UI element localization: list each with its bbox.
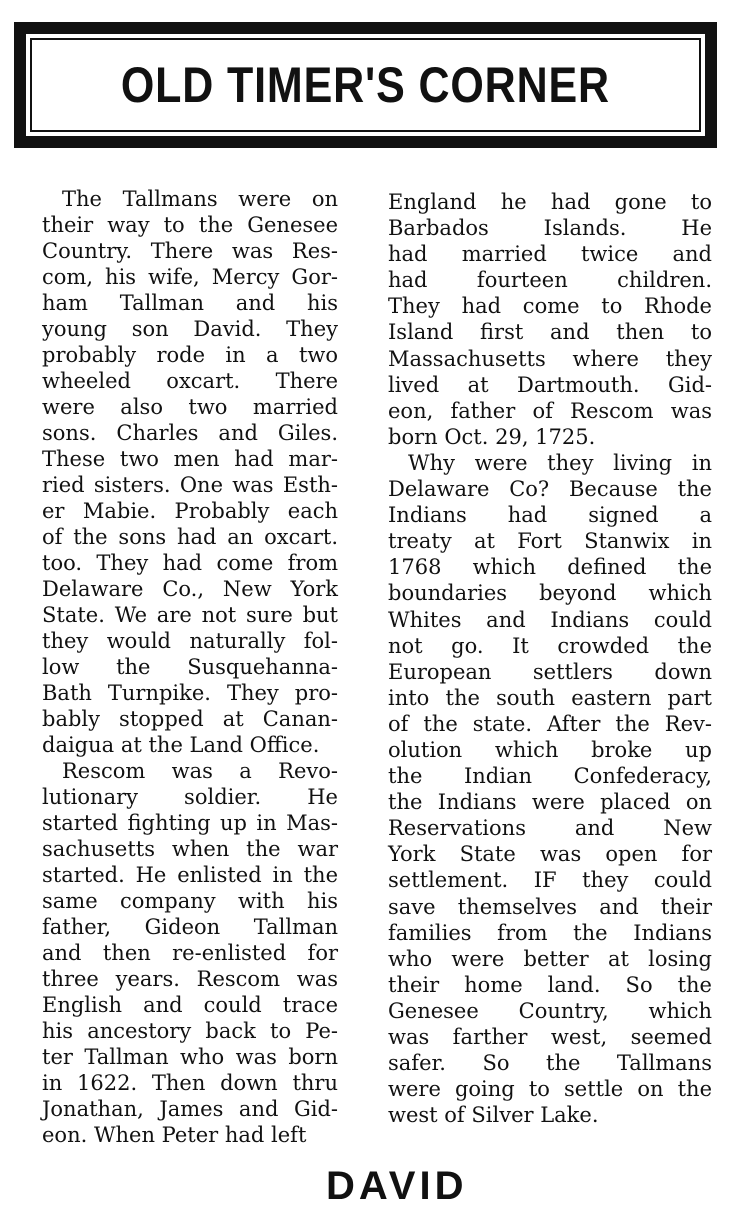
article-line: low the Susquehanna- [42,655,338,679]
article-line: started fighting up in Mas- [42,811,338,835]
article-line: sachusetts when the war [42,837,338,861]
article-line: who were better at losing [388,946,712,971]
article-line: boundaries beyond which [388,581,712,606]
article-line: eon. When Peter had left [42,1123,307,1147]
article-line: They had come to Rhode [388,294,712,319]
article-line: These two men had mar- [42,447,338,471]
article-line: 1768 which defined the [388,555,712,580]
article-line: was farther west, seemed [388,1025,712,1049]
column-banner [14,22,717,148]
article-line: were going to settle on the [388,1077,712,1102]
article-line: his ancestory back to Pe- [42,1019,338,1043]
article-line: had married twice and [388,242,712,267]
column-title: OLD TIMER'S CORNER [120,57,611,113]
article-line: their home land. So the [388,972,712,997]
article-line: Delaware Co., New York [42,577,338,601]
article-line: and then re-enlisted for [42,941,338,965]
article-line: Genesee Country, which [388,998,712,1023]
article-line: young son David. They [42,317,338,341]
article-line: State. We are not sure but [42,603,338,627]
article-line: Whites and Indians could [388,607,712,632]
article-line: of the state. After the Rev- [388,711,712,736]
article-line: York State was open for [388,842,712,867]
article-line: were also two married [42,395,338,419]
article-line: sons. Charles and Giles. [42,421,338,445]
article-line: Delaware Co? Because the [388,477,712,502]
banner-inner-frame [30,38,701,132]
article-line: Reservations and New [388,816,712,841]
article-line: Why were they living in [408,450,712,475]
article-line: treaty at Fort Stanwix in [388,529,712,554]
article-line: started. He enlisted in the [42,863,338,887]
article-line: they would naturally fol- [42,629,338,653]
next-headline-text: DAVID [326,1164,468,1208]
article-line: the Indian Confederacy, [388,764,712,789]
article-line: save themselves and their [388,894,712,919]
article-line: father, Gideon Tallman [42,915,338,939]
article-line: had fourteen children. [388,268,712,293]
article-line: Island first and then to [388,320,712,345]
article-line: west of Silver Lake. [388,1103,599,1128]
article-line: er Mabie. Probably each [42,499,338,523]
article-line: of the sons had an oxcart. [42,525,338,549]
article-line: ried sisters. One was Esth- [42,473,338,497]
article-line: Massachusetts where they [388,346,712,371]
article-line: not go. It crowded the [388,633,712,658]
article-line: their way to the Genesee [42,213,338,237]
article-line: European settlers down [388,659,712,684]
article-line: into the south eastern part [388,685,712,710]
article-line: lived at Dartmouth. Gid- [388,372,712,397]
article-line: com, his wife, Mercy Gor- [42,265,338,289]
article-line: lutionary soldier. He [42,785,338,809]
article-line: English and could trace [42,993,338,1017]
article-right-column [388,189,712,1128]
article-line: eon, father of Rescom was [388,398,712,423]
article-left-column [42,186,338,1148]
article-line: England he had gone to [388,190,712,214]
article-line: Jonathan, James and Gid- [42,1097,338,1121]
article-line: ter Tallman who was born [42,1045,338,1069]
article-line: Rescom was a Revo- [62,759,338,783]
article-line: settlement. IF they could [388,868,712,893]
article-line: The Tallmans were on [62,187,338,211]
article-line: too. They had come from [42,551,338,575]
article-line: safer. So the Tallmans [388,1051,712,1076]
article-line: families from the Indians [388,920,712,945]
article-line: Country. There was Res- [42,239,338,263]
article-line: born Oct. 29, 1725. [388,424,596,449]
article-line: wheeled oxcart. There [42,369,338,393]
article-line: Bath Turnpike. They pro- [42,681,338,705]
article-line: the Indians were placed on [388,790,712,815]
article-line: Indians had signed a [388,503,712,528]
article-line: Barbados Islands. He [388,216,712,241]
article-line: ham Tallman and his [42,291,338,315]
article-line: in 1622. Then down thru [42,1071,338,1095]
article-line: bably stopped at Canan- [42,707,338,731]
next-headline-fragment [326,1164,468,1208]
article-line: daigua at the Land Office. [42,733,320,757]
article-line: olution which broke up [388,737,712,762]
article-line: probably rode in a two [42,343,338,367]
article-line: three years. Rescom was [42,967,338,991]
article-line: same company with his [42,889,338,913]
